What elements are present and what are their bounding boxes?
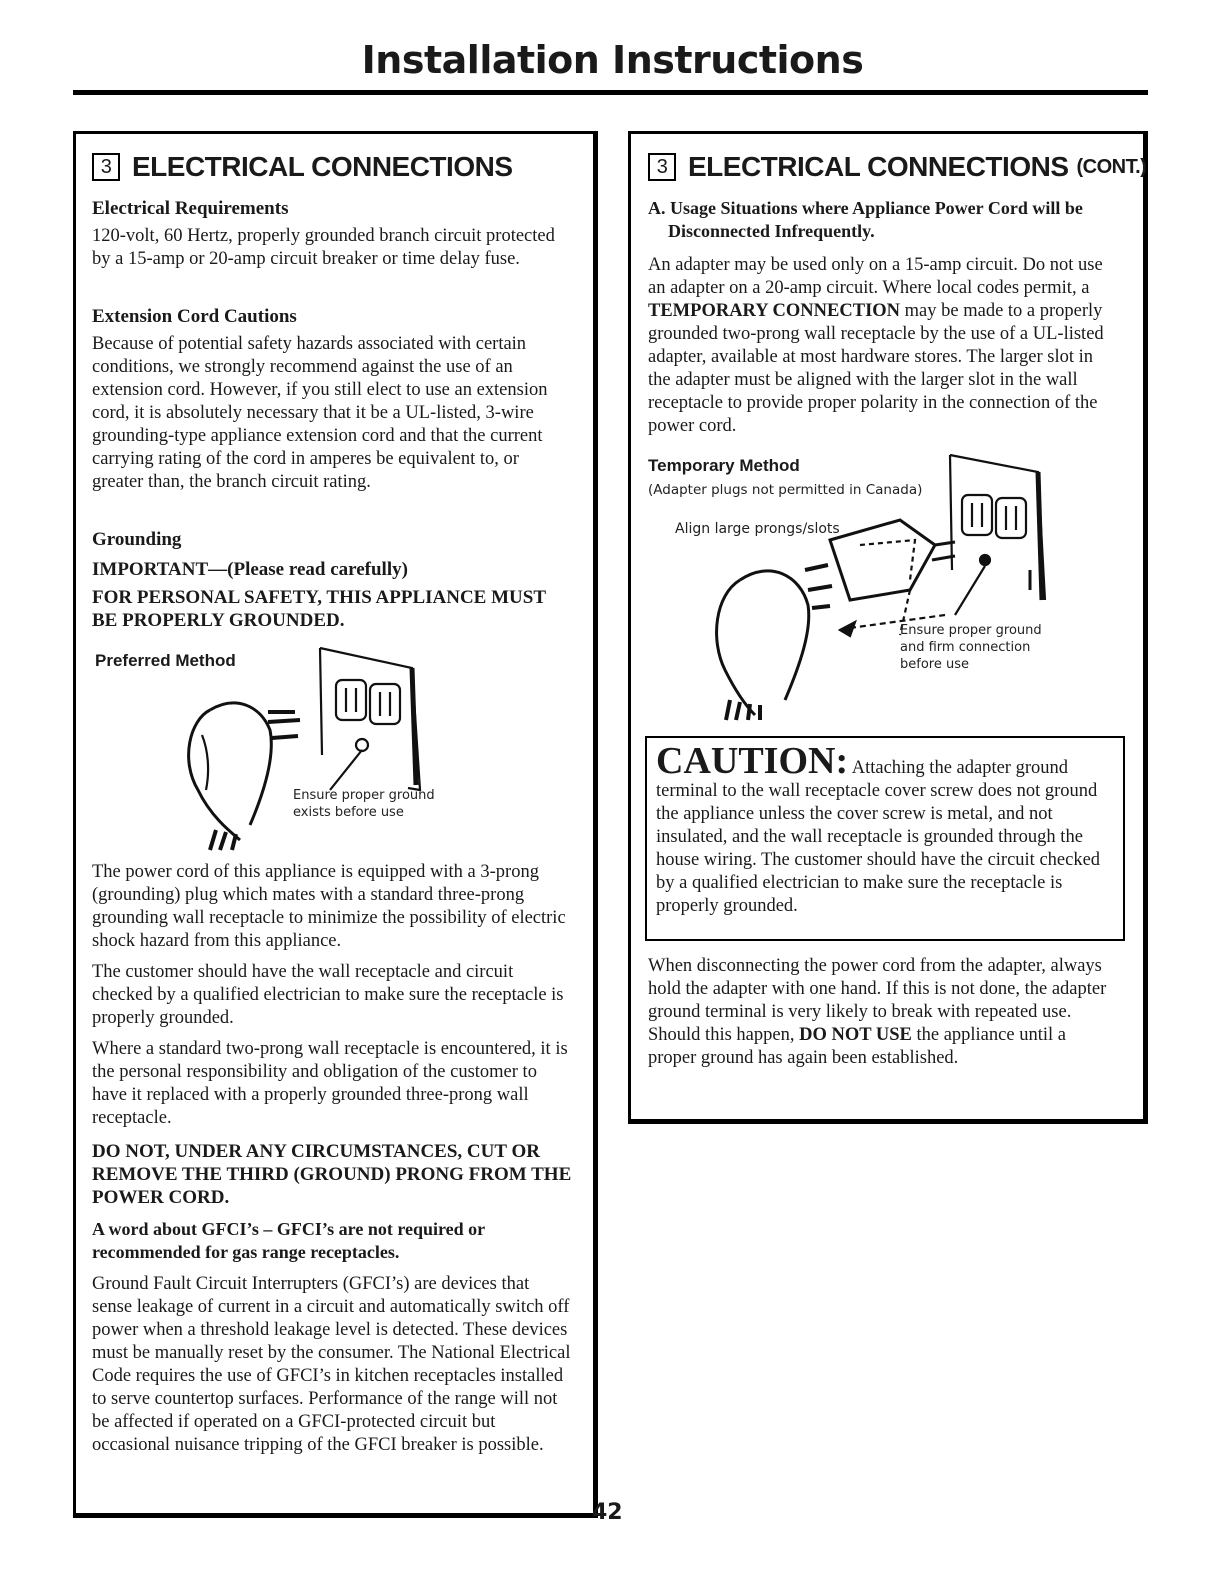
grounding-heading: Grounding xyxy=(92,529,182,550)
title-rule xyxy=(73,90,1148,95)
safety-warning: FOR PERSONAL SAFETY, THIS APPLIANCE MUST BE PROPERLY GROUNDED. xyxy=(92,587,546,631)
continued-suffix: (CONT.) xyxy=(1076,155,1147,178)
align-caption: Align large prongs/slots xyxy=(675,521,840,537)
left-heading-text: ELECTRICAL CONNECTIONS xyxy=(132,151,513,182)
power-cord-paragraph: The power cord of this appliance is equipped with a 3-prong (grounding) plug which mates with a standard three-prong grounding wall receptacle to minimize the possibility of electric shock hazard from this appliance. xyxy=(92,862,566,951)
electrical-requirements-heading: Electrical Requirements xyxy=(92,198,289,219)
customer-check-paragraph: The customer should have the wall receptacle and circuit checked by a qualified electrician to make sure the receptacle is properly grounded. xyxy=(92,962,564,1028)
right-heading-text: ELECTRICAL CONNECTIONS xyxy=(688,151,1069,182)
temporary-method-label: Temporary Method xyxy=(648,456,800,475)
step-number-box: 3 xyxy=(648,153,676,181)
extension-cord-heading: Extension Cord Cautions xyxy=(92,306,297,327)
preferred-method-caption: Ensure proper ground exists before use xyxy=(293,788,435,820)
ensure-ground-caption: Ensure proper ground and firm connection before use xyxy=(900,623,1042,672)
preferred-method-label: Preferred Method xyxy=(95,651,236,670)
usage-situations-heading: A. Usage Situations where Appliance Power Cord will be Disconnected Infrequently. xyxy=(648,198,1083,241)
two-prong-paragraph: Where a standard two-prong wall receptacle is encountered, it is the personal responsibility and obligation of the customer to have it replaced with a properly grounded three-prong wall receptacle. xyxy=(92,1039,568,1128)
important-note: IMPORTANT—(Please read carefully) xyxy=(92,559,408,580)
disconnect-text: When disconnecting the power cord from the adapter, always hold the adapter with one hand. If this is not done, the adapter ground terminal is very likely to break with repeated use. Should this happen, DO NOT USE the appliance until a proper ground has again been established. xyxy=(648,956,1107,1068)
gfci-text: Ground Fault Circuit Interrupters (GFCI’s) are devices that sense leakage of current in a circuit and automatically switch off power when a threshold leakage level is detected. These devices must be manually reset by the consumer. The National Electrical Code requires the use of GFCI’s in kitchen receptacles installed to serve countertop surfaces. Performance of the range will not be affected if operated on a GFCI-protected circuit but occasional nuisance tripping of the GFCI breaker is possible. xyxy=(92,1274,571,1455)
temporary-method-illustration xyxy=(700,450,1060,720)
canada-note: (Adapter plugs not permitted in Canada) xyxy=(648,482,923,498)
left-section-heading xyxy=(92,151,513,183)
usage-text: An adapter may be used only on a 15-amp circuit. Do not use an adapter on a 20-amp circuit. Where local codes permit, a TEMPORARY CONNECTION may be made to a properly grounded two-prong wall receptacle by the use of a UL-listed adapter, available at most hardware stores. The larger slot in the adapter must be aligned with the larger slot in the wall receptacle to provide proper polarity in the connection of the power cord. xyxy=(648,255,1104,436)
caution-text: CAUTION: Attaching the adapter ground terminal to the wall receptacle cover screw does not ground the appliance unless the cover screw is metal, and not insulated, and the wall receptacle is grounded through the house wiring. The customer should have the circuit checked by a qualified electrician to make sure the receptacle is properly grounded. xyxy=(656,740,1101,916)
caution-word: CAUTION: xyxy=(656,740,849,782)
page-number: 42 xyxy=(592,1500,623,1525)
extension-cord-text: Because of potential safety hazards associated with certain conditions, we strongly recommend against the use of an extension cord. However, if you still elect to use an extension cord, it is absolutely necessary that it be a UL-listed, 3-wire grounding-type appliance extension cord and that the current carrying rating of the cord in amperes be equivalent to, or greater than, the branch circuit rating. xyxy=(92,334,548,492)
gfci-heading: A word about GFCI’s – GFCI’s are not required or recommended for gas range receptacles. xyxy=(92,1219,485,1262)
right-section-heading xyxy=(648,151,1146,183)
step-number-box: 3 xyxy=(92,153,120,181)
do-not-cut-warning: DO NOT, UNDER ANY CIRCUMSTANCES, CUT OR REMOVE THE THIRD (GROUND) PRONG FROM THE POWER CORD. xyxy=(92,1141,572,1208)
page-title: Installation Instructions xyxy=(361,38,864,82)
electrical-requirements-text: 120-volt, 60 Hertz, properly grounded branch circuit protected by a 15-amp or 20-amp circuit breaker or time delay fuse. xyxy=(92,226,555,269)
